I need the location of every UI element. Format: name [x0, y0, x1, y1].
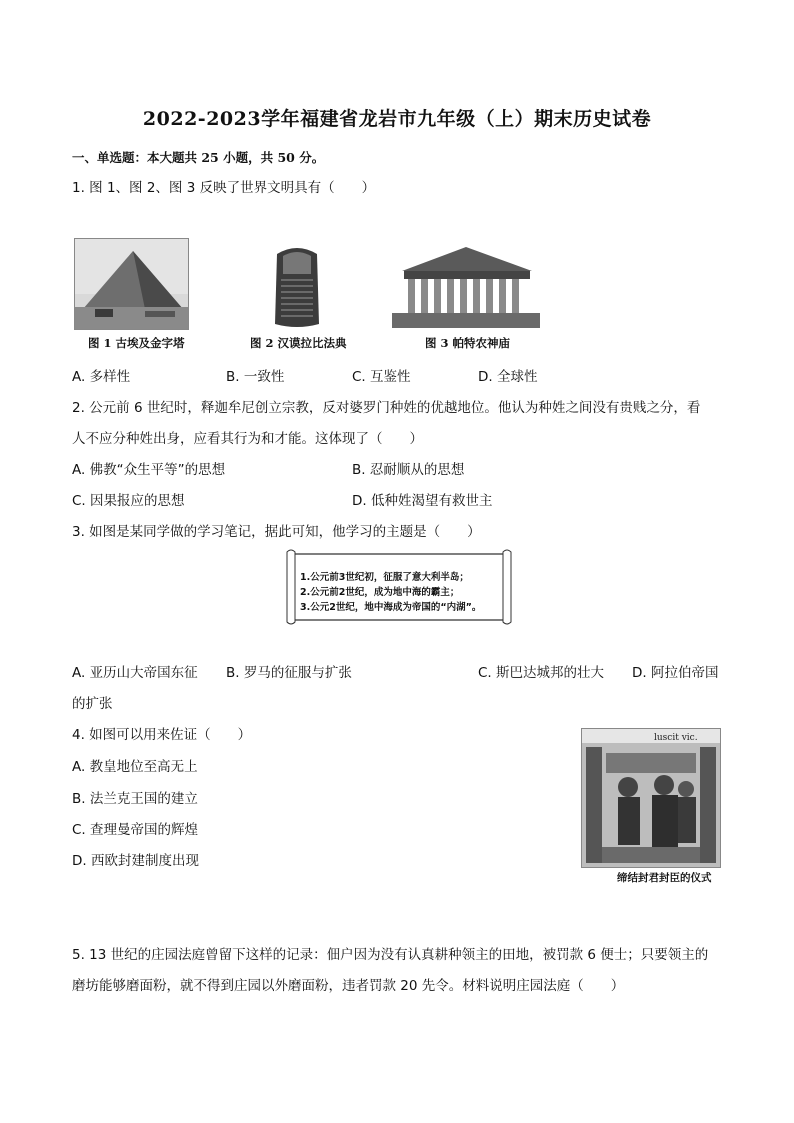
q1-option-d: D. 全球性 — [478, 369, 538, 385]
q3-option-a: A. 亚历山大帝国东征 — [72, 665, 198, 681]
q2-stem-line-1: 2. 公元前 6 世纪时，释迦牟尼创立宗教，反对婆罗门种姓的优越地位。他认为种姓之间没有贵贱之分，看 — [72, 400, 701, 416]
q3-note-3: 3.公元2世纪，地中海成为帝国的“内湖”。 — [300, 602, 482, 613]
q2-stem-line-2: 人不应分种姓出身，应看其行为和才能。这体现了（ ） — [72, 431, 423, 447]
q4-option-b: B. 法兰克王国的建立 — [72, 791, 198, 807]
q3-option-b: B. 罗马的征服与扩张 — [226, 665, 352, 681]
feudal-ceremony-image — [581, 728, 721, 868]
q3-note-2: 2.公元前2世纪，成为地中海的霸主； — [300, 587, 460, 598]
q4-image-caption: 缔结封君封臣的仪式 — [617, 872, 712, 884]
ceremony-image-inscription: luscit vic. — [654, 733, 698, 743]
q2-option-a: A. 佛教“众生平等”的思想 — [72, 462, 226, 478]
q2-option-d: D. 低种姓渴望有救世主 — [352, 493, 493, 509]
section-heading: 一、单选题：本大题共 25 小题，共 50 分。 — [72, 150, 325, 165]
q3-option-d: D. 阿拉伯帝国 — [632, 665, 719, 681]
exam-title: 2022-2023学年福建省龙岩市九年级（上）期末历史试卷 — [142, 108, 652, 130]
q3-stem: 3. 如图是某同学做的学习笔记，据此可知，他学习的主题是（ ） — [72, 524, 481, 540]
q3-option-d-continued: 的扩张 — [72, 696, 113, 712]
q5-stem-line-2: 磨坊能够磨面粉，就不得到庄园以外磨面粉，违者罚款 20 先令。材料说明庄园法庭（ ） — [72, 978, 625, 994]
parthenon-image — [392, 241, 540, 328]
q1-option-b: B. 一致性 — [226, 369, 285, 385]
pyramid-image — [74, 238, 189, 330]
q4-stem: 4. 如图可以用来佐证（ ） — [72, 727, 252, 743]
q3-note-1: 1.公元前3世纪初，征服了意大利半岛； — [300, 572, 469, 583]
q2-option-c: C. 因果报应的思想 — [72, 493, 185, 509]
q1-option-a: A. 多样性 — [72, 369, 131, 385]
q1-option-c: C. 互鉴性 — [352, 369, 411, 385]
q1-caption-2: 图 2 汉谟拉比法典 — [250, 336, 347, 350]
q2-option-b: B. 忍耐顺从的思想 — [352, 462, 465, 478]
q3-option-c: C. 斯巴达城邦的壮大 — [478, 665, 605, 681]
q4-option-a: A. 教皇地位至高无上 — [72, 759, 198, 775]
q4-option-c: C. 查理曼帝国的辉煌 — [72, 822, 199, 838]
code-of-hammurabi-image — [271, 244, 323, 328]
q1-caption-3: 图 3 帕特农神庙 — [425, 336, 511, 350]
q5-stem-line-1: 5. 13 世纪的庄园法庭曾留下这样的记录：佃户因为没有认真耕种领主的田地，被罚款 6 便士；只要领主的 — [72, 947, 709, 963]
q1-stem: 1. 图 1、图 2、图 3 反映了世界文明具有（ ） — [72, 180, 376, 196]
q1-caption-1: 图 1 古埃及金字塔 — [88, 336, 185, 350]
q4-option-d: D. 西欧封建制度出现 — [72, 853, 199, 869]
